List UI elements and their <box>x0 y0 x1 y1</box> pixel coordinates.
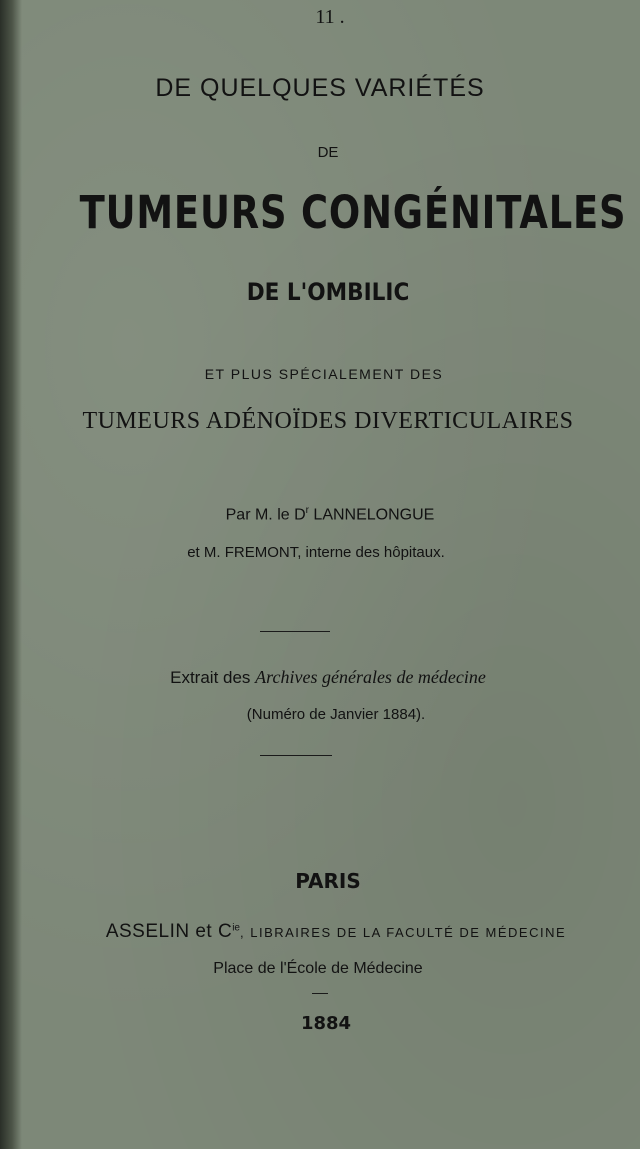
author-name: LANNELONGUE <box>308 506 435 524</box>
title-main: TUMEURS CONGÉNITALES <box>79 186 627 239</box>
subtitle-line-1: ET PLUS SPÉCIALEMENT DES <box>204 366 444 382</box>
publisher-name: ASSELIN et C <box>105 921 233 942</box>
extract-line <box>8 667 640 688</box>
title-line-4: DE L'OMBILIC <box>246 278 410 306</box>
extract-prefix: Extrait des <box>170 668 256 687</box>
author-line-2: et M. FREMONT, interne des hôpitaux. <box>187 544 445 561</box>
author-title-sup: r <box>305 505 309 516</box>
publisher-description: , LIBRAIRES DE LA FACULTÉ DE MÉDECINE <box>240 925 567 940</box>
imprint-publisher <box>16 921 640 943</box>
title-line-2: DE <box>317 144 339 161</box>
journal-title: Archives générales de médecine <box>255 667 486 687</box>
title-line-1: DE QUELQUES VARIÉTÉS <box>155 74 485 102</box>
imprint-city: PARIS <box>295 869 361 893</box>
issue-line: (Numéro de Janvier 1884). <box>246 706 426 723</box>
subtitle-line-2: TUMEURS ADÉNOÏDES DIVERTICULAIRES <box>82 408 574 434</box>
divider-rule-bottom <box>260 755 332 756</box>
imprint-address: Place de l'École de Médecine <box>213 960 423 977</box>
author-line-1 <box>10 505 640 524</box>
imprint-year: 1884 <box>300 1013 352 1034</box>
publisher-sup: ie <box>232 922 240 934</box>
author-prefix: Par M. le D <box>225 506 306 524</box>
imprint-dash <box>312 993 328 994</box>
divider-rule-top <box>260 631 330 632</box>
page-number: 11 . <box>315 6 345 28</box>
